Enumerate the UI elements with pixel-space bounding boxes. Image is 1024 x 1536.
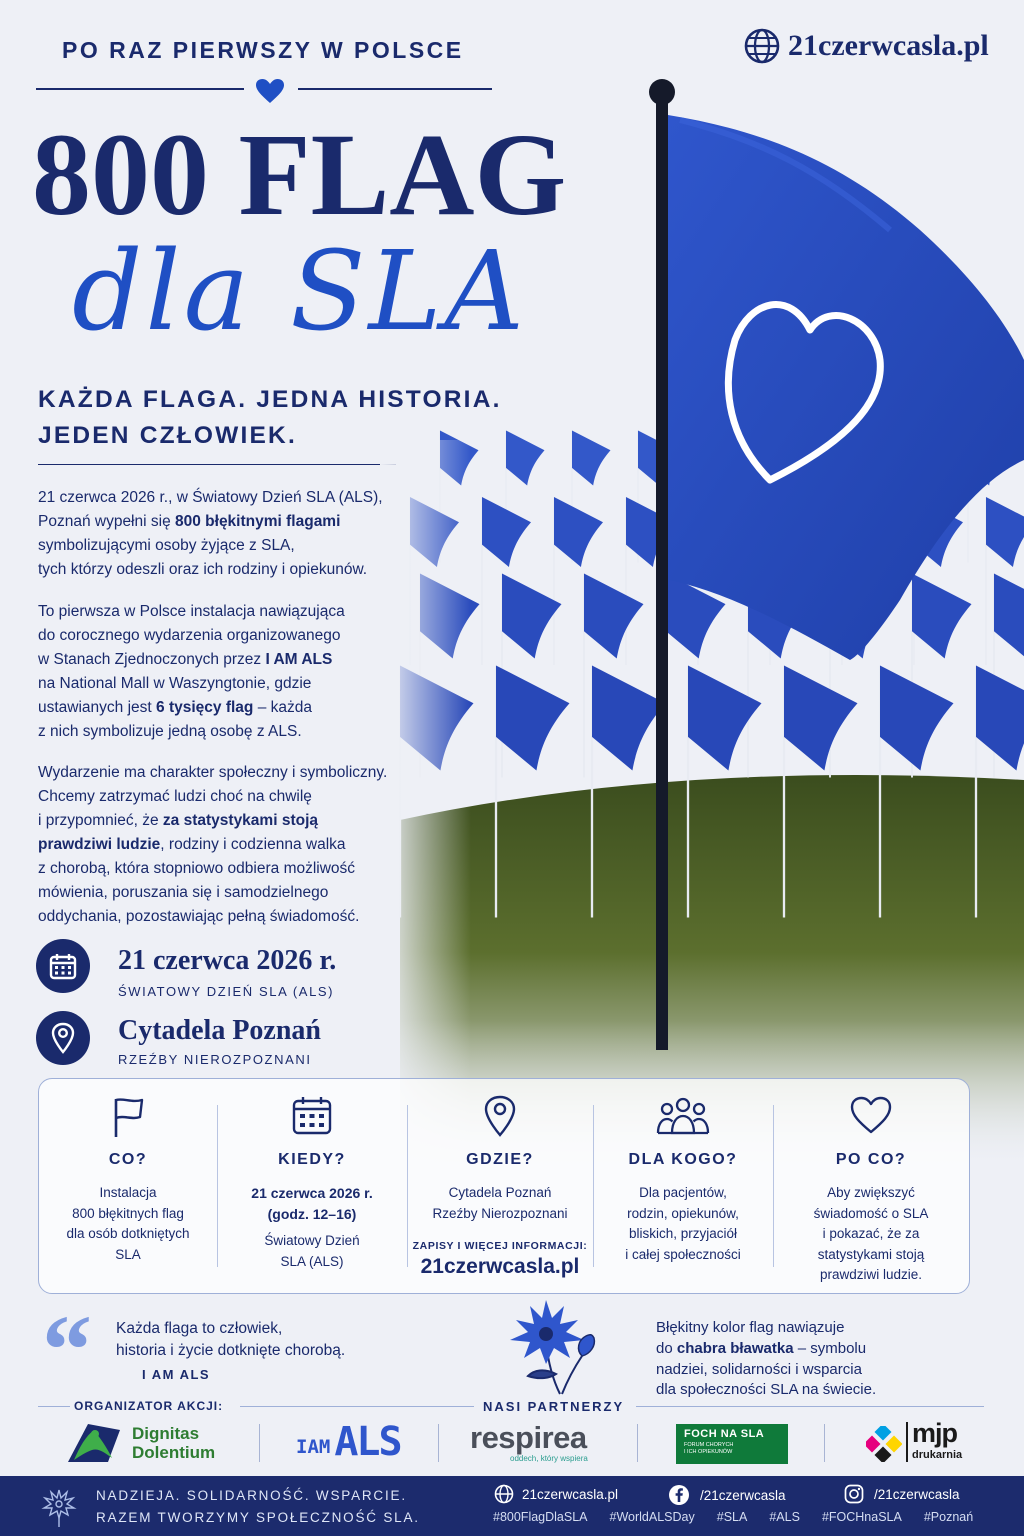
mjp-logo-icon	[866, 1426, 902, 1462]
event-place-sub: RZEŹBY NIEROZPOZNANI	[118, 1052, 312, 1067]
grid-kiedy-text	[217, 1231, 407, 1272]
signup-label: ZAPISY I WIĘCEJ INFORMACJI:	[412, 1240, 588, 1252]
paragraph-line	[38, 534, 418, 558]
divider	[259, 1424, 260, 1462]
paragraph-line	[38, 672, 418, 696]
globe-icon	[494, 1484, 514, 1504]
grid-po-co-line: Aby zwiększyć	[827, 1185, 915, 1200]
bold-run: 6 tysięcy flag	[156, 699, 254, 716]
small-flag	[784, 666, 858, 771]
quote-line-1: Każda flaga to człowiek,	[116, 1320, 283, 1337]
text-run: 21 czerwca 2026 r., w Światowy Dzień SLA (ALS),	[38, 489, 383, 506]
divider	[637, 1424, 638, 1462]
small-flag	[688, 666, 762, 771]
text-run: z chorobą, która stopniowo odbiera możliwość	[38, 860, 356, 877]
quote-text	[116, 1318, 345, 1362]
text-run: Chcemy zatrzymać ludzi choć na chwilę	[38, 788, 312, 805]
footer-hashtags	[493, 1510, 973, 1524]
paragraph-line	[38, 881, 418, 905]
cornflower-text-part: – symbolu	[793, 1339, 867, 1357]
text-run: symbolizującymi osoby żyjące z SLA,	[38, 537, 295, 554]
grid-kiedy-line: SLA (ALS)	[280, 1253, 344, 1269]
grid-gdzie	[407, 1079, 593, 1295]
partners-label: NASI PARTNERZY	[483, 1399, 625, 1414]
grid-gdzie-text	[407, 1183, 593, 1224]
respirea-name: respirea	[470, 1420, 587, 1455]
iam-text: IAM	[296, 1436, 331, 1458]
logo-respirea[interactable]	[470, 1422, 588, 1463]
facebook-icon	[668, 1484, 690, 1506]
cornflower-text	[656, 1318, 876, 1401]
footer-slogan	[96, 1485, 420, 1529]
paragraph-2	[38, 600, 418, 744]
bold-run: 800 błękitnymi flagami	[175, 513, 341, 530]
grid-po-co-title: PO CO?	[835, 1151, 907, 1168]
grid-dla-kogo-title: DLA KOGO?	[628, 1151, 738, 1168]
paragraph-3	[38, 761, 418, 929]
organizer-label: ORGANIZATOR AKCJI:	[74, 1399, 224, 1413]
cornflower-bold: chabra bławatka	[676, 1339, 794, 1357]
grid-po-co-text	[773, 1183, 969, 1286]
footer-web-text: 21czerwcasla.pl	[522, 1486, 619, 1502]
grid-gdzie-title: GDZIE?	[466, 1151, 534, 1168]
grid-dla-kogo-line: bliskich, przyjaciół	[628, 1226, 738, 1241]
foch-title: FOCH NA SLA	[684, 1428, 765, 1440]
grid-kiedy-hours: (godz. 12–16)	[267, 1205, 357, 1222]
paragraph-1	[38, 486, 418, 582]
footer-facebook-link[interactable]	[668, 1484, 786, 1506]
quote-source: I AM ALS	[142, 1367, 211, 1382]
event-place: Cytadela Poznań	[118, 1015, 321, 1046]
grid-po-co-line: świadomość o SLA	[813, 1205, 929, 1221]
event-date-sub: ŚWIATOWY DZIEŃ SLA (ALS)	[118, 984, 335, 999]
paragraph-line	[38, 905, 418, 929]
text-run: – każda	[253, 699, 312, 716]
footer-web-link[interactable]	[494, 1484, 618, 1504]
divider-mid	[38, 464, 396, 465]
respirea-tagline: oddech, który wspiera	[510, 1454, 588, 1463]
bold-run: I AM ALS	[265, 651, 333, 668]
text-run: w Stanach Zjednoczonych przez	[38, 651, 266, 668]
event-date: 21 czerwca 2026 r.	[118, 945, 337, 976]
paragraph-line	[38, 558, 418, 582]
text-run: tych którzy odeszli oraz ich rodziny i opiekunów.	[38, 561, 368, 578]
quote-mark: “	[42, 1294, 92, 1405]
grid-po-co-line: i pokazać, że za	[822, 1226, 920, 1241]
grid-kiedy-title: KIEDY?	[278, 1151, 346, 1168]
small-flag	[986, 497, 1024, 567]
cornflower-line: nadziei, solidarności i wsparcia	[656, 1360, 862, 1378]
dignitas-logo-icon	[64, 1422, 122, 1464]
small-flag	[994, 574, 1024, 659]
cornflower-footer-icon	[40, 1486, 78, 1528]
small-flag	[912, 574, 972, 659]
logo-dignitas-dolentium[interactable]	[64, 1422, 244, 1464]
text-run: i przypomnieć, że	[38, 812, 163, 829]
text-run: z nich symbolizuje jedną osobę z ALS.	[38, 723, 302, 740]
website-link-top[interactable]	[744, 28, 989, 64]
quote-line-2: historia i życie dotknięte chorobą.	[116, 1342, 346, 1359]
tagline-line-2: JEDEN CZŁOWIEK.	[38, 422, 297, 449]
grid-po-co	[773, 1079, 969, 1295]
als-text: ALS	[334, 1419, 401, 1465]
small-flag	[880, 666, 954, 771]
foch-sub-1: FORUM CHORYCH	[684, 1442, 734, 1448]
paragraph-line	[38, 648, 418, 672]
website-text: 21czerwcasla.pl	[788, 29, 989, 62]
grid-co-line: Instalacja	[99, 1185, 157, 1200]
cornflower-line: Błękitny kolor flag nawiązuje	[656, 1319, 845, 1336]
tagline-line-1: KAŻDA FLAGA. JEDNA HISTORIA.	[38, 386, 502, 413]
main-title: 800 FLAG	[32, 109, 567, 240]
footer-slogan-1: NADZIEJA. SOLIDARNOŚĆ. WSPARCIE.	[96, 1488, 407, 1503]
paragraph-line	[38, 785, 418, 809]
text-run: Poznań wypełni się	[38, 513, 175, 530]
grid-kiedy-line: Światowy Dzień	[264, 1233, 360, 1248]
calendar-icon	[49, 952, 77, 980]
grid-po-co-line: prawdziwi ludzie.	[819, 1267, 923, 1282]
grid-gdzie-line: Cytadela Poznań	[448, 1185, 552, 1200]
paragraph-line	[38, 624, 418, 648]
paragraph-line	[38, 809, 418, 833]
hashtag[interactable]: #800FlagDlaSLA	[493, 1510, 588, 1524]
grid-co-line: SLA	[115, 1246, 141, 1262]
paragraph-line	[38, 857, 418, 881]
dignitas-name-1: Dignitas	[132, 1424, 200, 1443]
grid-kiedy	[217, 1079, 407, 1295]
paragraph-line	[38, 720, 418, 744]
location-badge	[36, 1011, 90, 1065]
grid-po-co-line: statystykami stoją	[817, 1246, 925, 1262]
hashtag[interactable]: #WorldALSDay	[609, 1510, 695, 1524]
divider-left	[36, 88, 244, 90]
calendar-badge	[36, 939, 90, 993]
cornflower-icon	[500, 1296, 624, 1396]
people-group-icon	[656, 1095, 710, 1137]
signup-website-link[interactable]: 21czerwcasla.pl	[420, 1255, 580, 1278]
location-pin-icon	[50, 1022, 76, 1054]
small-flag	[976, 666, 1024, 771]
paragraph-line	[38, 696, 418, 720]
paragraph-line	[38, 761, 418, 785]
grid-kiedy-date	[217, 1183, 407, 1224]
grid-kiedy-date-line: 21 czerwca 2026 r.	[251, 1185, 373, 1201]
dignitas-name-2: Dolentium	[132, 1443, 216, 1462]
grid-dla-kogo	[593, 1079, 773, 1295]
divider	[824, 1424, 825, 1462]
info-grid-card	[38, 1078, 970, 1294]
grid-co-title: CO?	[108, 1151, 148, 1168]
flag-icon	[110, 1095, 146, 1139]
paragraph-line	[38, 833, 418, 857]
globe-icon	[744, 28, 780, 64]
divider	[240, 1406, 474, 1407]
mjp-bar	[906, 1422, 908, 1462]
logo-mjp-drukarnia[interactable]	[866, 1418, 976, 1466]
text-run: Wydarzenie ma charakter społeczny i symboliczny.	[38, 764, 388, 781]
cornflower-line	[656, 1339, 876, 1360]
flags-illustration	[380, 60, 1024, 1170]
paragraph-line	[38, 486, 418, 510]
mjp-name: mjp	[912, 1418, 958, 1448]
foch-sub-2: I ICH OPIEKUNÓW	[684, 1449, 733, 1455]
heart-icon	[255, 78, 285, 104]
text-run: To pierwsza w Polsce instalacja nawiązująca	[38, 603, 345, 620]
cornflower-line: dla społeczności SLA na świecie.	[656, 1381, 877, 1399]
main-subtitle-script: dla SLA	[72, 227, 527, 355]
text-run: , rodziny i codzienna walka	[160, 836, 346, 853]
text-run: mówienia, poruszania się i samodzielnego	[38, 884, 329, 901]
dignitas-name	[132, 1424, 215, 1462]
logo-foch-na-sla[interactable]	[676, 1424, 788, 1464]
hashtag[interactable]: #SLA	[716, 1510, 748, 1524]
heart-outline-icon	[849, 1095, 893, 1135]
instagram-icon	[844, 1484, 864, 1504]
divider	[38, 1406, 70, 1407]
paragraph-line	[38, 600, 418, 624]
location-pin-icon	[483, 1095, 517, 1137]
hashtag[interactable]: #Poznań	[923, 1510, 974, 1524]
grid-gdzie-line: Rzeźby Nierozpoznani	[432, 1205, 568, 1221]
text-run: oddychania, pozostawiając pełną świadomość.	[38, 908, 360, 925]
kicker: PO RAZ PIERWSZY W POLSCE	[62, 37, 464, 63]
paragraph-line	[38, 510, 418, 534]
bold-run: prawdziwi ludzie	[38, 836, 161, 853]
calendar-icon	[292, 1095, 332, 1135]
footer-instagram-text: /21czerwcasla	[874, 1486, 960, 1502]
divider	[636, 1406, 984, 1407]
footer-facebook-text: /21czerwcasla	[700, 1487, 786, 1503]
text-run: na National Mall w Waszyngtonie, gdzie	[38, 675, 312, 692]
logo-iam-als[interactable]	[296, 1420, 401, 1464]
grid-co-line: dla osób dotkniętych	[66, 1226, 190, 1241]
divider	[438, 1424, 439, 1462]
mjp-sub: drukarnia	[912, 1449, 963, 1461]
grid-co-line: 800 błękitnych flag	[72, 1205, 184, 1221]
bold-run: za statystykami stoją	[162, 812, 318, 829]
text-run: ustawianych jest	[38, 699, 157, 716]
text-run: do corocznego wydarzenia organizowanego	[38, 627, 341, 644]
grid-dla-kogo-line: i całej społeczności	[625, 1246, 741, 1262]
grid-co-text	[39, 1183, 217, 1265]
grid-dla-kogo-line: rodzin, opiekunów,	[627, 1205, 739, 1221]
grid-dla-kogo-line: Dla pacjentów,	[639, 1185, 727, 1200]
grid-co	[39, 1079, 217, 1295]
footer-instagram-link[interactable]	[844, 1484, 960, 1504]
cornflower-text-part: do	[656, 1339, 677, 1357]
hashtag[interactable]: #ALS	[769, 1510, 800, 1524]
hashtag[interactable]: #FOCHnaSLA	[821, 1510, 902, 1524]
footer-slogan-2: RAZEM TWORZYMY SPOŁECZNOŚĆ SLA.	[96, 1510, 420, 1525]
grid-dla-kogo-text	[593, 1183, 773, 1265]
